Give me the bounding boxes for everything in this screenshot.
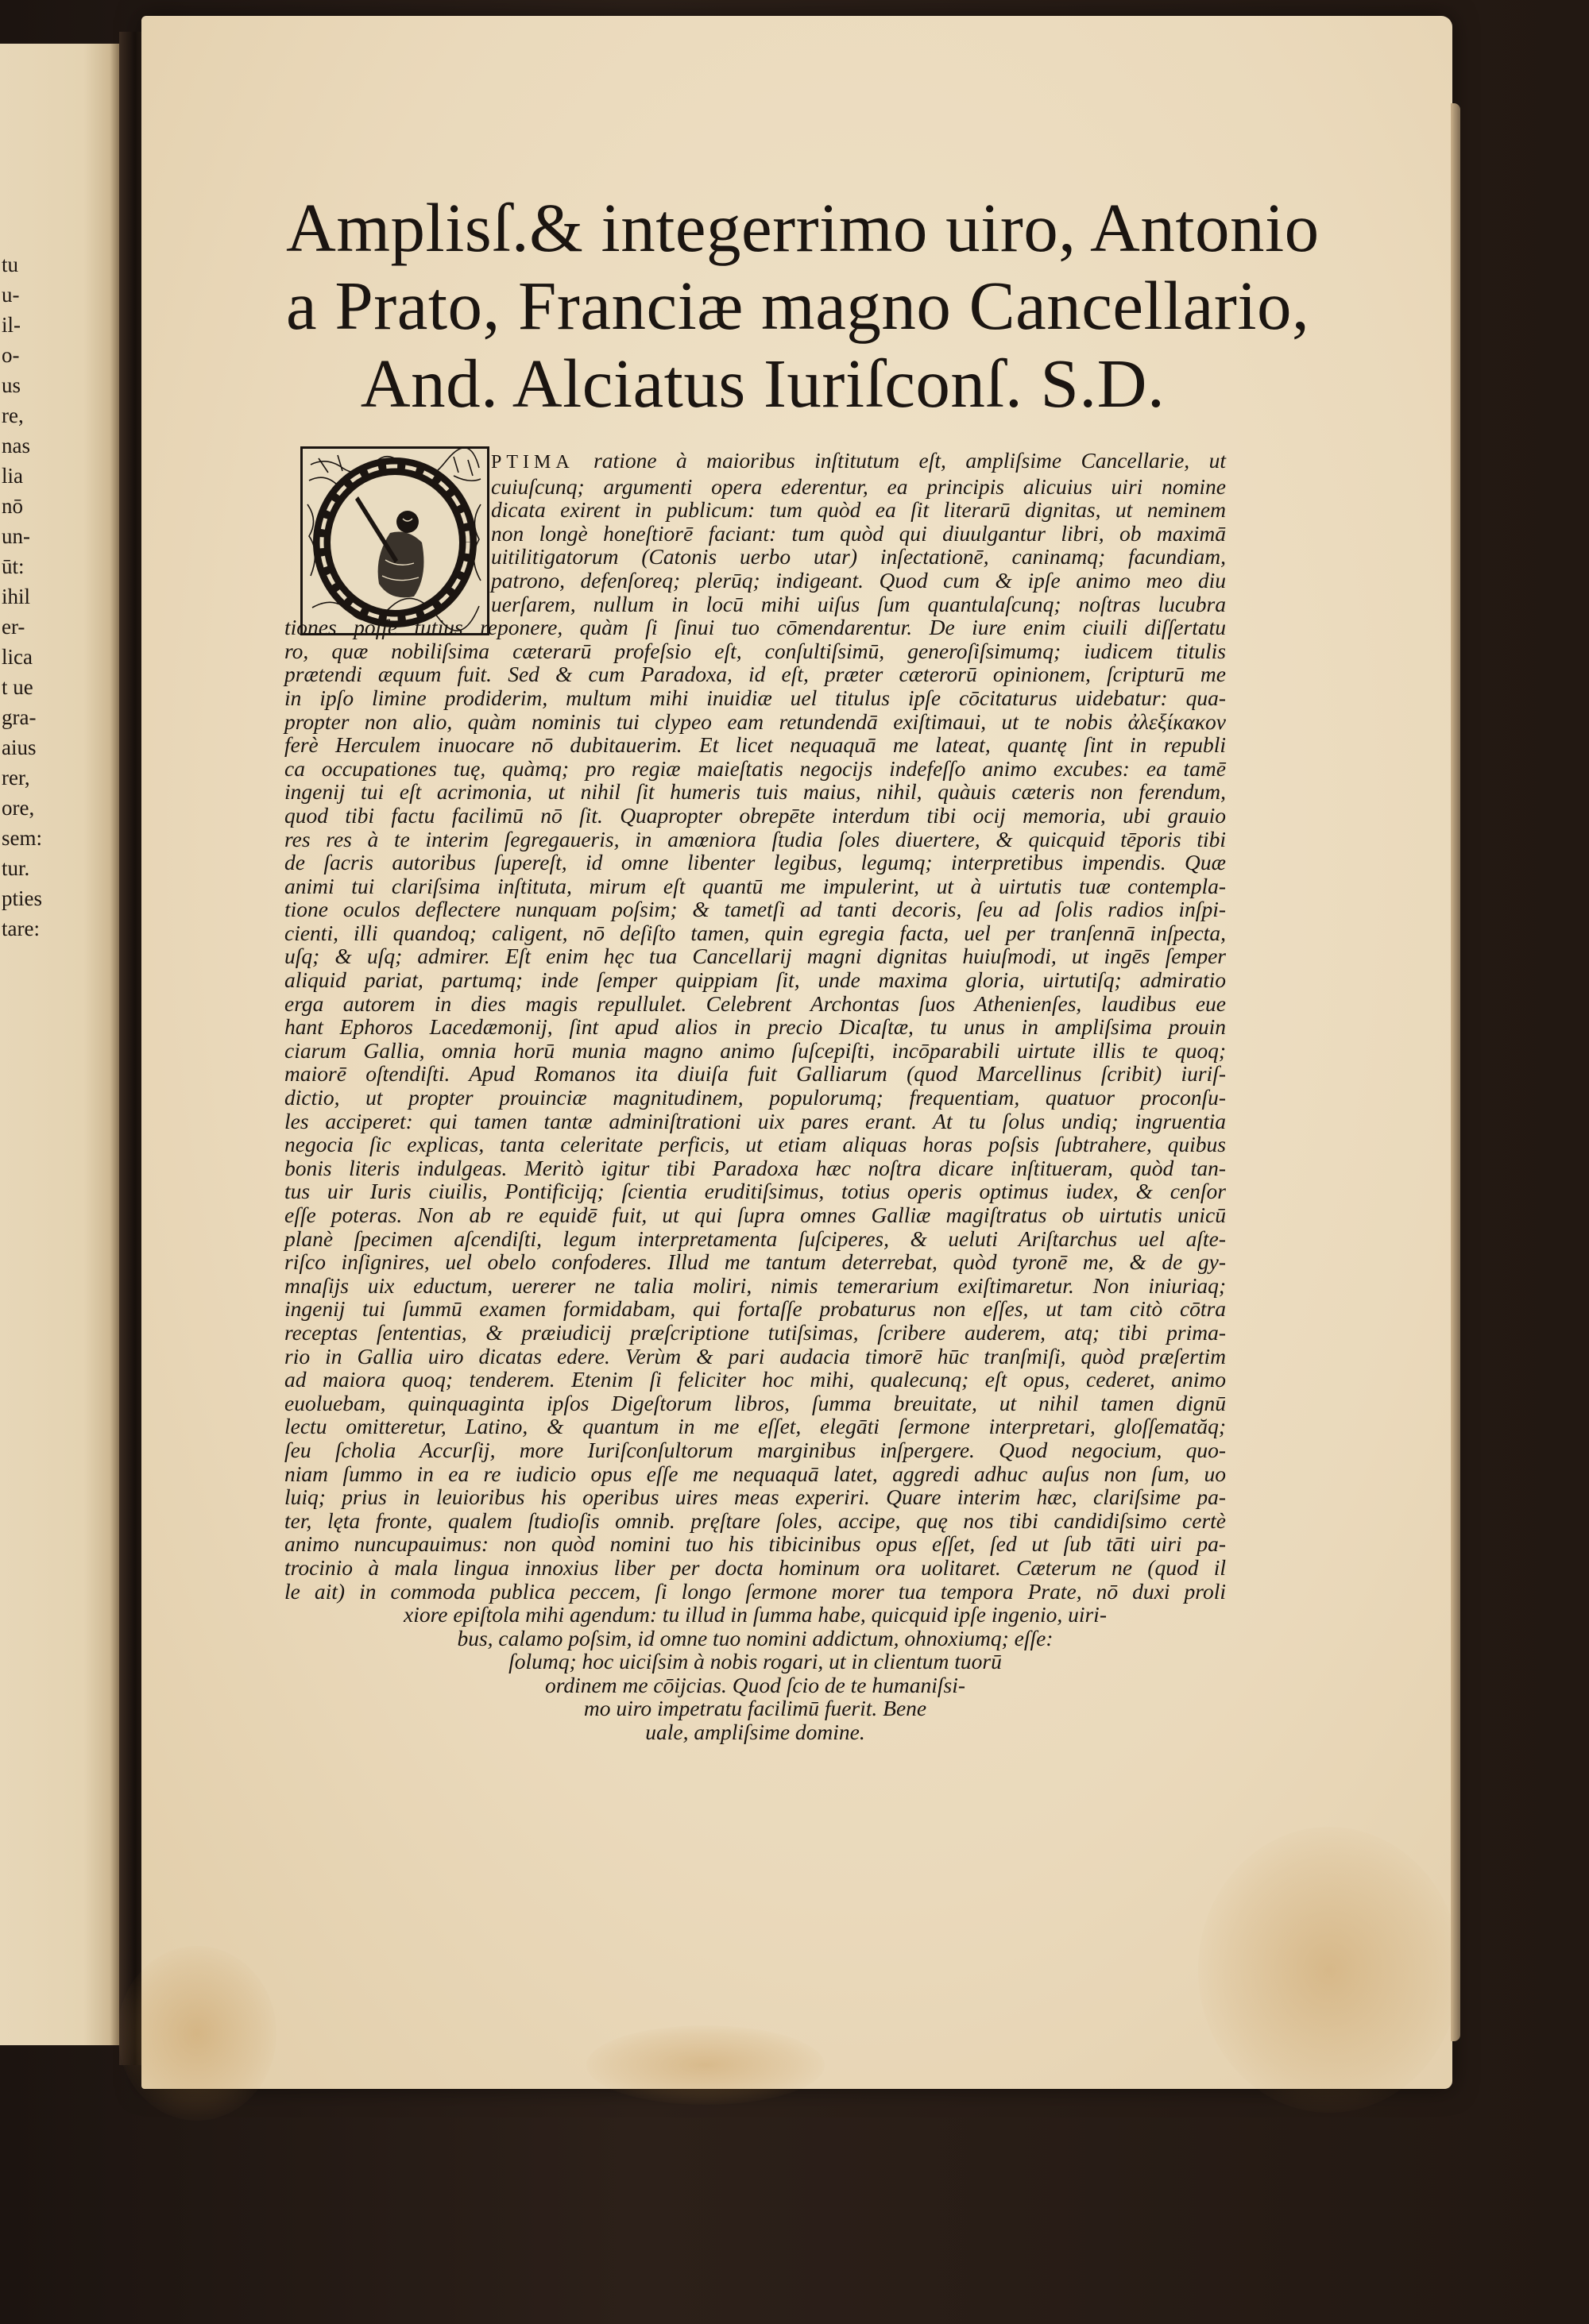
body-line-text: ratione à maioribus inſtitutum eſt, ampliſsime Cancellarie, ut [593, 448, 1226, 473]
body-line: mnaſijs uix eductum, uererer ne talia moliri, nimis temerarium exiſtimaretur. Non iniuriaq; [284, 1272, 1226, 1298]
left-page-line: il- [2, 313, 21, 337]
title-line: Amplisſ.& integerrimo uiro, Antonio [286, 189, 1320, 266]
body-line: ad maiora quoq; tenderem. Etenim ſi feliciter hoc mihi, qualecunq; eſt opus, cederet, animo [284, 1367, 1226, 1392]
body-line: tiones poſſe tutius reponere, quàm ſi ſinui tuo cōmendarentur. De iure enim ciuili diſſertatu [284, 615, 1226, 640]
body-line: dictio, ut propter prouinciæ magnitudinem, populorumq; frequentiam, quatuor proconſu- [284, 1085, 1226, 1110]
body-line: riſco inſignires, uel obelo confoderes. Illud me tantum deterrebat, quòd tyronē me, & de gy- [284, 1249, 1226, 1275]
body-line: trocinio à mala lingua innoxius liber per docta hominum ora uolitaret. Cæterum ne (quod il [284, 1554, 1226, 1580]
body-line: non longè honeſtiorē faciant: tum quòd qui diuulgantur libri, ob maximā [491, 520, 1226, 546]
left-page-line: o- [2, 343, 20, 367]
left-page-line: tu [2, 253, 19, 276]
left-page-line: lica [2, 645, 33, 669]
left-page-line: rer, [2, 766, 30, 789]
title-line: And. Alciatus Iuriſconſ. S.D. [360, 345, 1166, 422]
body-line: res res à te interim ſegregaueris, in amœniora ſtudia ſoles diuertere, & quicquid tēporis tibi [284, 826, 1226, 851]
body-line: patrono, defenſoreq; plerūq; indigeant. Quod cum & ipſe animo meo diu [491, 567, 1226, 593]
body-line: animo nuncupauimus: non quòd nomini tuo his tibicinibus opus eſſet, ſed ut ſub tāti uiri pa- [284, 1531, 1226, 1557]
body-line: tione oculos deflectere nunquam poſsim; & tametſi ad tanti decoris, ſeu ad ſolis radios inſpi- [284, 897, 1226, 922]
body-line: niam ſummo in ea re iudicio opus eſſe me nequaquā latet, aggredi adhuc auſus non ſum, uo [284, 1461, 1226, 1486]
body-line: tus uir Iuris ciuilis, Pontificijq; ſcientia eruditiſsimus, totius operis optimus iudex, & cenſor [284, 1179, 1226, 1204]
water-stain [586, 2025, 825, 2105]
closing-line: mo uiro impetratu facilimū fuerit. Bene [583, 1696, 927, 1721]
body-line: maiorē oſtendiſti. Apud Romanos ita diuiſa fuit Galliarum (quod Marcellinus ſcribit) iuriſ- [284, 1061, 1226, 1087]
water-stain [1198, 1827, 1460, 2113]
page-edge [1451, 103, 1460, 2041]
body-line: cienti, illi quandoq; caligent, nō deſiſto tamen, quin egregia facta, uel per tranſennā inſpecta, [284, 920, 1226, 945]
left-page-line: us [2, 373, 21, 397]
body-line: propter non alio, quàm nominis tui clypeo eam retundendā exiſtimaui, ut te nobis ἀλεξίκακον [284, 708, 1226, 734]
closing-line: bus, calamo poſsim, id omne tuo nomini addictum, ohnoxiumq; eſſe: [457, 1625, 1054, 1650]
body-line: les acciperet: qui tamen tantæ adminiſtrationi uix pares erant. At tu ſolus undiq; ingruentia [284, 1108, 1226, 1133]
body-line: ingenij tui ſummū examen formidabam, qui fortaſſe probaturus non eſſes, ut tam citò cōtra [284, 1296, 1226, 1322]
title-line: a Prato, Franciæ magno Cancellario, [286, 267, 1310, 344]
left-page-line: u- [2, 283, 20, 307]
body-line: ferè Herculem inuocare nō dubitauerim. Et licet nequaquā me lateat, quantę ſint in republi [284, 732, 1226, 758]
body-line: ter, lęta fronte, qualem ſtudioſis omnib. pręſtare ſoles, accipe, quę nos tibi candidiſsimo certè [284, 1508, 1226, 1533]
body-line: in ipſo limine prodiderim, multum mihi inuidiæ uel titulus ipſe cōcitaturus uidebatur: qua- [284, 685, 1226, 710]
body-line: uſq; & uſq; admirer. Eſt enim hęc tua Cancellarij magni dignitas huiuſmodi, ut ingēs ſemper [284, 944, 1226, 969]
left-page-line: lia [2, 464, 23, 488]
left-page-line: gra- [2, 705, 37, 729]
closing-line: ordinem me cōijcias. Quod ſcio de te humaniſsi- [544, 1672, 966, 1697]
left-page-line: er- [2, 615, 25, 639]
body-line: bonis literis indulgeas. Meritò igitur tibi Paradoxa hæc noſtra dicare inſtitueram, quòd tan- [284, 1155, 1226, 1180]
body-line: ingenij tui eſt acrimonia, ut nihil ſit humeris tuis maius, nihil, quàuis cæteris non ferendum, [284, 779, 1226, 805]
left-page-line: re, [2, 403, 24, 427]
body-line: erga autorem in dies magis repullulet. Celebrent Archontas ſuos Athenienſes, laudibus eue [284, 990, 1226, 1016]
first-word: PTIMA [491, 452, 574, 473]
left-page-line: aius [2, 735, 37, 759]
body-line: luiq; prius in leuioribus his operibus uires meas experiri. Quare interim hæc, clariſsime pa- [284, 1484, 1226, 1510]
body-line: quod tibi factu facilimū nō ſit. Quapropter obrepēte interdum tibi ocij memoria, ubi grauio [284, 802, 1226, 828]
closing-line: uale, ampliſsime domine. [645, 1720, 865, 1745]
body-line: uerſarem, nullum in locū mihi uiſus ſum quantulaſcunq; noſtras lucubra [491, 591, 1226, 616]
closing-line: ſolumq; hoc uiciſsim à nobis rogari, ut in clientum tuorū [508, 1649, 1002, 1674]
body-line: le ait) in commoda publica peccem, ſi longo ſermone morer tua tempora Prate, nō duxi proli [284, 1578, 1226, 1604]
letter-body [284, 449, 1226, 1744]
body-line: negocia ſic explicas, tanta celeritate perficis, ut etiam aliquas horas poſsis ſubtrahere, quibus [284, 1132, 1226, 1157]
left-page-line: nas [2, 434, 30, 457]
left-page-line: un- [2, 524, 30, 548]
body-line: dicata exirent in publicum: tum quòd ea ſit literarū dignitas, ut neminem [491, 497, 1226, 523]
left-page [0, 44, 119, 2045]
left-page-line: t ue [2, 675, 33, 699]
left-page-line: ūt: [2, 554, 25, 578]
body-line: aliquid pariat, partumq; inde ſemper quippiam ſit, unde maxima gloria, uirtutiſq; admiratio [284, 967, 1226, 993]
body-line: ſeu ſcholia Accurſij, more Iuriſconſultorum marginibus inſpergere. Quod negocium, quo- [284, 1437, 1226, 1462]
left-page-line: pties [2, 886, 42, 910]
body-line: de ſacris autoribus ſupereſt, id omne libenter legibus, legumq; interpretibus impendis. Quæ [284, 850, 1226, 875]
body-line: ro, quæ nobiliſsima cæterarū profeſsio eſt, conſultiſsimū, generoſiſsimumq; iudicem titulis [284, 638, 1226, 663]
body-line: ca occupationes tuę, quàmq; pro regiæ maieſtatis negocijs indefeſſo animo excubes: ea tamē [284, 755, 1226, 781]
closing-line: xiore epiſtola mihi agendum: tu illud in ſumma habe, quicquid ipſe ingenio, uiri- [404, 1602, 1107, 1627]
body-line: receptas ſententias, & præiudicij præſcriptione tutiſsimas, ſcribere auderem, atq; tibi prima- [284, 1319, 1226, 1345]
left-page-line: ore, [2, 796, 35, 820]
body-line: animi tui clariſsima inſtituta, mirum eſt quantū me impulerint, ut à uirtutis tuæ contempla- [284, 873, 1226, 898]
body-line: cuiuſcunq; argumenti opera ederentur, ea principis alicuius uiri nomine [491, 473, 1226, 499]
left-page-line: nō [2, 494, 23, 518]
body-line: hant Ephoros Lacedæmonij, ſint apud alios in precio Dicaſtæ, tu unus in ampliſsima prouin [284, 1014, 1226, 1040]
letter-title [286, 189, 1320, 423]
left-page-line: tur. [2, 856, 30, 880]
left-page-line: sem: [2, 826, 42, 850]
body-line: planè ſpecimen aſcendiſti, legum interpretamenta ſuſciperes, & ueluti Ariſtarchus uel aſte- [284, 1226, 1226, 1251]
body-line: eſſe poteras. Non ab re equidē fuit, ut qui ſupra omnes Galliæ magiſtratus ob uirtutis unicū [284, 1203, 1226, 1227]
body-line: lectu omitteretur, Latino, & quantum in me eſſet, elegāti ſermone interpretari, gloſſematăq; [284, 1414, 1226, 1439]
body-line: ciarum Gallia, omnia horū munia magno animo ſuſcepiſti, incōparabili uirtute illis te quoq; [284, 1037, 1226, 1063]
water-stain [118, 1946, 276, 2121]
left-page-line: tare: [2, 917, 40, 940]
body-line [284, 449, 1226, 475]
body-line: uitilitigatorum (Catonis uerbo utar) inſectationē, caninamq; facundiam, [491, 544, 1226, 569]
body-line: prætendi æquum fuit. Sed & cum Paradoxa, id eſt, præter cæterorū opinionem, ſcripturū me [284, 662, 1226, 687]
body-line: euoluebam, quinquaginta ipſos Digeſtorum libros, ſumma breuitate, ut nihil tamen dignū [284, 1390, 1226, 1415]
body-line: rio in Gallia uiro dicatas edere. Verùm & pari audacia timorē hūc tranſmiſi, quòd præſertim [284, 1343, 1226, 1369]
left-page-line: ihil [2, 585, 31, 608]
